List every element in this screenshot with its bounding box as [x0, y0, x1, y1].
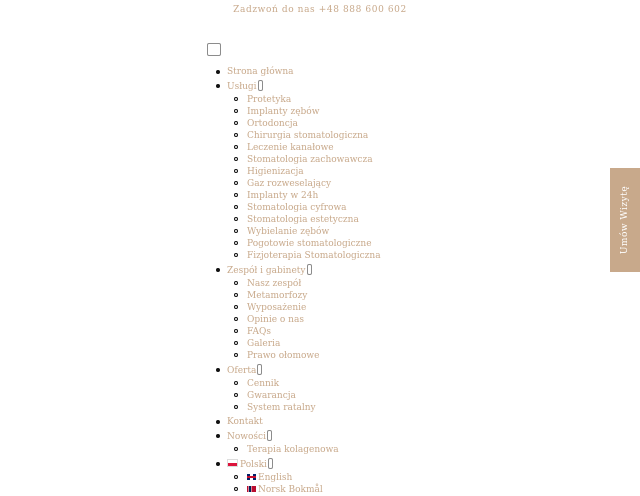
submenu-item	[227, 226, 381, 238]
submenu-item	[227, 484, 381, 496]
submenu-item	[227, 202, 381, 214]
submenu-item	[227, 214, 381, 226]
submenu-link-fizjoterapia[interactable]: Fizjoterapia Stomatologiczna	[247, 251, 381, 261]
submenu-item	[227, 338, 381, 350]
menu-item-zespol	[207, 264, 381, 362]
submenu-item	[227, 142, 381, 154]
book-visit-label: Umów Wizytę	[620, 185, 630, 255]
submenu-link-galeria[interactable]: Galeria	[247, 339, 281, 349]
submenu-item	[227, 302, 381, 314]
menu-link-zespol[interactable]: Zespół i gabinety	[227, 266, 306, 276]
submenu-link-ortodoncja[interactable]: Ortodoncja	[247, 119, 298, 129]
submenu-link-metamorfozy[interactable]: Metamorfozy	[247, 291, 308, 301]
submenu-item	[227, 350, 381, 362]
submenu-toggle-nowosci[interactable]	[267, 430, 272, 441]
submenu-item	[227, 130, 381, 142]
submenu-item	[227, 278, 381, 290]
menu-item-uslugi	[207, 80, 381, 262]
submenu-link-leczenie-kanalowe[interactable]: Leczenie kanałowe	[247, 143, 334, 153]
submenu-link-zachowawcza[interactable]: Stomatologia zachowawcza	[247, 155, 373, 165]
submenu-item	[227, 94, 381, 106]
submenu-link-terapia[interactable]: Terapia kolagenowa	[247, 445, 339, 455]
submenu-uslugi	[227, 94, 381, 262]
menu-link-language[interactable]: Polski	[240, 460, 267, 470]
uk-flag-icon	[247, 474, 256, 480]
menu-link-uslugi[interactable]: Usługi	[227, 82, 257, 92]
submenu-link-implanty-24h[interactable]: Implanty w 24h	[247, 191, 319, 201]
submenu-link-gwarancja[interactable]: Gwarancja	[247, 391, 296, 401]
menu-link-nowosci[interactable]: Nowości	[227, 432, 266, 442]
menu-link-kontakt[interactable]: Kontakt	[227, 417, 263, 427]
submenu-link-implanty[interactable]: Implanty zębów	[247, 107, 320, 117]
language-link-english[interactable]: English	[258, 473, 293, 483]
submenu-item	[227, 190, 381, 202]
menu-toggle-button[interactable]	[207, 43, 221, 56]
submenu-item	[227, 238, 381, 250]
submenu-item	[227, 444, 381, 456]
submenu-link-protetyka[interactable]: Protetyka	[247, 95, 292, 105]
submenu-link-prawo[interactable]: Prawo ołomowe	[247, 351, 320, 361]
submenu-link-wybielanie[interactable]: Wybielanie zębów	[247, 227, 330, 237]
menu-item-kontakt	[207, 416, 381, 428]
submenu-item	[227, 390, 381, 402]
submenu-toggle-oferta[interactable]	[257, 364, 262, 375]
menu-item-nowosci	[207, 430, 381, 456]
submenu-link-cyfrowa[interactable]: Stomatologia cyfrowa	[247, 203, 347, 213]
submenu-oferta	[227, 378, 381, 414]
submenu-link-cennik[interactable]: Cennik	[247, 379, 280, 389]
menu-item-language	[207, 458, 381, 496]
submenu-toggle-uslugi[interactable]	[258, 80, 263, 91]
menu-list	[207, 66, 381, 496]
submenu-item	[227, 250, 381, 262]
submenu-item	[227, 314, 381, 326]
submenu-link-nasz-zespol[interactable]: Nasz zespół	[247, 279, 302, 289]
main-navigation	[207, 66, 381, 496]
submenu-item	[227, 402, 381, 414]
poland-flag-icon	[227, 459, 238, 467]
submenu-zespol	[227, 278, 381, 362]
submenu-item	[227, 166, 381, 178]
submenu-nowosci	[227, 444, 381, 456]
phone-link[interactable]: Zadzwoń do nas +48 888 600 602	[233, 5, 407, 15]
submenu-item	[227, 290, 381, 302]
submenu-item	[227, 154, 381, 166]
language-link-norsk[interactable]: Norsk Bokmål	[258, 485, 323, 495]
book-visit-tab[interactable]	[610, 168, 640, 272]
submenu-language	[227, 472, 381, 496]
submenu-item	[227, 178, 381, 190]
submenu-link-wyposazenie[interactable]: Wyposażenie	[247, 303, 307, 313]
menu-item-home	[207, 66, 381, 78]
submenu-item	[227, 378, 381, 390]
submenu-item	[227, 118, 381, 130]
submenu-link-higienizacja[interactable]: Higienizacja	[247, 167, 304, 177]
menu-item-oferta	[207, 364, 381, 414]
topbar	[0, 5, 640, 15]
submenu-link-gaz[interactable]: Gaz rozweselający	[247, 179, 332, 189]
menu-link-oferta[interactable]: Oferta	[227, 366, 257, 376]
submenu-item	[227, 106, 381, 118]
submenu-link-chirurgia[interactable]: Chirurgia stomatologiczna	[247, 131, 369, 141]
submenu-link-estetyczna[interactable]: Stomatologia estetyczna	[247, 215, 359, 225]
norway-flag-icon	[247, 486, 256, 492]
menu-link-home[interactable]: Strona główna	[227, 67, 294, 77]
submenu-link-pogotowie[interactable]: Pogotowie stomatologiczne	[247, 239, 372, 249]
submenu-link-system-ratalny[interactable]: System ratalny	[247, 403, 316, 413]
submenu-link-faqs[interactable]: FAQs	[247, 327, 271, 337]
submenu-item	[227, 326, 381, 338]
submenu-link-opinie[interactable]: Opinie o nas	[247, 315, 304, 325]
submenu-toggle-zespol[interactable]	[307, 264, 312, 275]
submenu-toggle-language[interactable]	[268, 458, 273, 469]
submenu-item	[227, 472, 381, 484]
